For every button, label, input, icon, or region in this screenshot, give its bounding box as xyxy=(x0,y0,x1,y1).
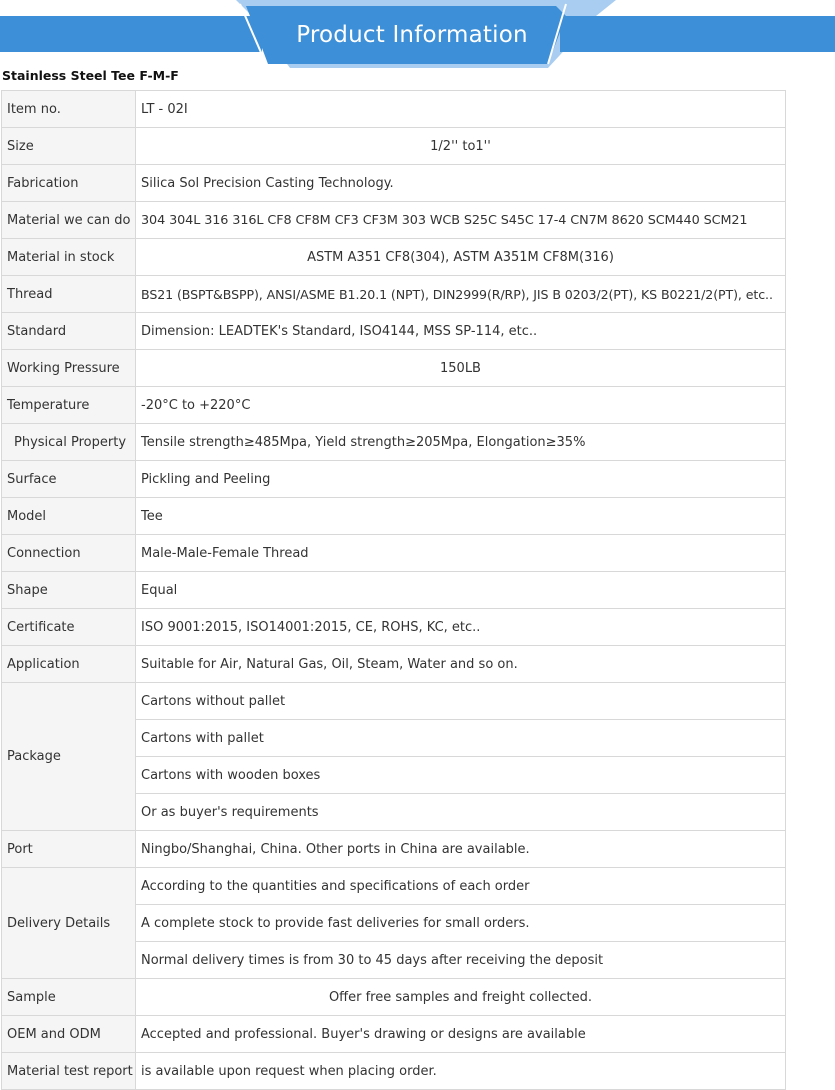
spec-value: Tee xyxy=(136,498,786,535)
table-row xyxy=(2,868,786,905)
product-title: Stainless Steel Tee F-M-F xyxy=(2,68,179,83)
spec-table xyxy=(1,90,786,1090)
spec-label: Connection xyxy=(2,535,136,572)
spec-value: LT - 02I xyxy=(136,91,786,128)
spec-label: Material in stock xyxy=(2,239,136,276)
table-row xyxy=(2,239,786,276)
spec-label: Application xyxy=(2,646,136,683)
spec-value: Offer free samples and freight collected. xyxy=(136,979,786,1016)
spec-value: Ningbo/Shanghai, China. Other ports in China are available. xyxy=(136,831,786,868)
spec-value: BS21 (BSPT&BSPP), ANSI/ASME B1.20.1 (NPT), DIN2999(R/RP), JIS B 0203/2(PT), KS B0221/2(PT), etc.. xyxy=(136,276,786,313)
spec-value: -20°C to +220°C xyxy=(136,387,786,424)
table-row xyxy=(2,646,786,683)
spec-value: Normal delivery times is from 30 to 45 days after receiving the deposit xyxy=(136,942,786,979)
spec-label: Fabrication xyxy=(2,165,136,202)
product-info-banner xyxy=(0,0,835,68)
spec-label: Physical Property xyxy=(2,424,136,461)
spec-label: OEM and ODM xyxy=(2,1016,136,1053)
spec-value: ISO 9001:2015, ISO14001:2015, CE, ROHS, KC, etc.. xyxy=(136,609,786,646)
spec-label: Item no. xyxy=(2,91,136,128)
table-row xyxy=(2,979,786,1016)
table-row xyxy=(2,1016,786,1053)
spec-label: Package xyxy=(2,683,136,831)
spec-value: is available upon request when placing order. xyxy=(136,1053,786,1090)
spec-value: Male-Male-Female Thread xyxy=(136,535,786,572)
table-row xyxy=(2,128,786,165)
table-row xyxy=(2,202,786,239)
spec-label: Material test report xyxy=(2,1053,136,1090)
spec-value: ASTM A351 CF8(304), ASTM A351M CF8M(316) xyxy=(136,239,786,276)
spec-label: Delivery Details xyxy=(2,868,136,979)
table-row xyxy=(2,572,786,609)
table-row xyxy=(2,276,786,313)
spec-value: Silica Sol Precision Casting Technology. xyxy=(136,165,786,202)
spec-value: Cartons with wooden boxes xyxy=(136,757,786,794)
spec-label: Sample xyxy=(2,979,136,1016)
banner-bar-left xyxy=(0,16,262,52)
table-row xyxy=(2,91,786,128)
spec-label: Thread xyxy=(2,276,136,313)
banner-title: Product Information xyxy=(296,22,528,48)
spec-value: Equal xyxy=(136,572,786,609)
spec-label: Shape xyxy=(2,572,136,609)
table-row xyxy=(2,609,786,646)
spec-value: Cartons with pallet xyxy=(136,720,786,757)
spec-value: Cartons without pallet xyxy=(136,683,786,720)
spec-label: Temperature xyxy=(2,387,136,424)
spec-label: Certificate xyxy=(2,609,136,646)
table-row xyxy=(2,683,786,720)
spec-value: 1/2'' to1'' xyxy=(136,128,786,165)
spec-value: A complete stock to provide fast deliveries for small orders. xyxy=(136,905,786,942)
spec-label: Port xyxy=(2,831,136,868)
table-row xyxy=(2,350,786,387)
spec-label: Size xyxy=(2,128,136,165)
spec-label: Surface xyxy=(2,461,136,498)
spec-label: Standard xyxy=(2,313,136,350)
spec-label: Working Pressure xyxy=(2,350,136,387)
spec-value: 304 304L 316 316L CF8 CF8M CF3 CF3M 303 WCB S25C S45C 17-4 CN7M 8620 SCM440 SCM21 xyxy=(136,202,786,239)
table-row xyxy=(2,313,786,350)
table-row xyxy=(2,831,786,868)
spec-value: 150LB xyxy=(136,350,786,387)
spec-value: Dimension: LEADTEK's Standard, ISO4144, MSS SP-114, etc.. xyxy=(136,313,786,350)
spec-label: Model xyxy=(2,498,136,535)
spec-value: Accepted and professional. Buyer's drawing or designs are available xyxy=(136,1016,786,1053)
spec-value: Or as buyer's requirements xyxy=(136,794,786,831)
spec-value: According to the quantities and specifications of each order xyxy=(136,868,786,905)
table-row xyxy=(2,535,786,572)
table-row xyxy=(2,461,786,498)
spec-value: Pickling and Peeling xyxy=(136,461,786,498)
table-row xyxy=(2,165,786,202)
spec-label: Material we can do xyxy=(2,202,136,239)
table-row xyxy=(2,424,786,461)
banner-bar-right xyxy=(560,16,835,52)
table-row xyxy=(2,1053,786,1090)
spec-value: Tensile strength≥485Mpa, Yield strength≥205Mpa, Elongation≥35% xyxy=(136,424,786,461)
table-row xyxy=(2,498,786,535)
spec-value: Suitable for Air, Natural Gas, Oil, Steam, Water and so on. xyxy=(136,646,786,683)
table-row xyxy=(2,387,786,424)
